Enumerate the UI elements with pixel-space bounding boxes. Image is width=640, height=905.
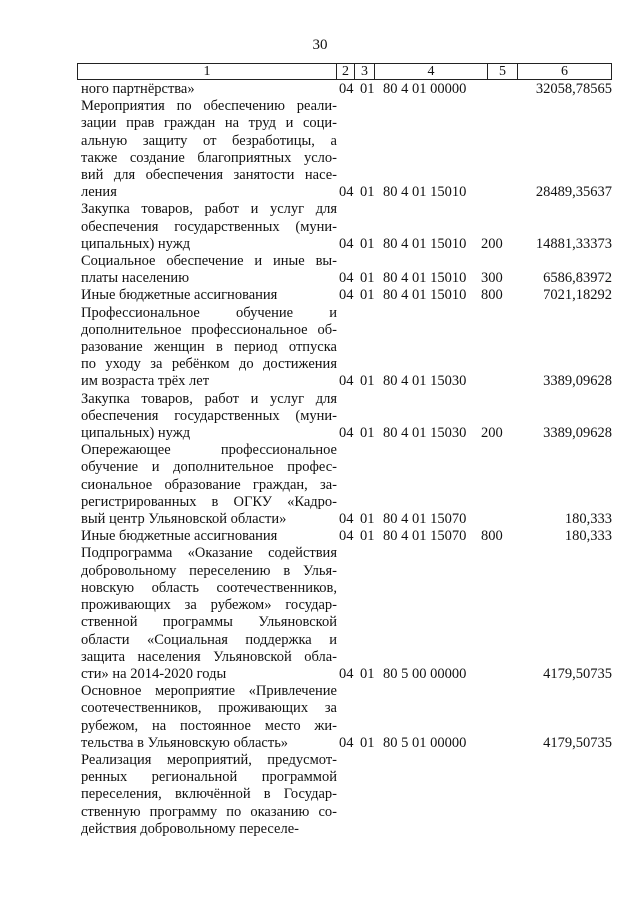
row-description bbox=[81, 545, 337, 683]
description-line: альную защиту от безработицы, а bbox=[81, 132, 337, 149]
amount-value: 3389,09628 bbox=[543, 425, 612, 442]
row-description bbox=[81, 442, 337, 528]
amount-value: 4179,50735 bbox=[543, 734, 612, 751]
table-row bbox=[81, 98, 612, 201]
column-header-1: 1 bbox=[78, 64, 337, 79]
table-row bbox=[81, 201, 612, 253]
amount-value: 7021,18292 bbox=[543, 287, 612, 304]
description-line: обеспечения государственных (муни- bbox=[81, 407, 337, 424]
section-code: 04 bbox=[339, 81, 354, 98]
target-article-code: 80 5 01 00000 bbox=[383, 734, 467, 751]
column-header-3: 3 bbox=[355, 64, 375, 79]
target-article-code: 80 4 01 15010 bbox=[383, 184, 467, 201]
row-codes bbox=[339, 425, 612, 442]
section-code: 04 bbox=[339, 665, 354, 682]
description-line: сти» на 2014-2020 годы bbox=[81, 665, 227, 682]
description-line: переселения, включённой в Государ- bbox=[81, 786, 337, 803]
row-codes bbox=[339, 81, 612, 98]
description-line: проживающих за рубежом» государ- bbox=[81, 597, 337, 614]
row-description bbox=[81, 287, 337, 304]
row-codes bbox=[339, 735, 612, 752]
section-code: 04 bbox=[339, 373, 354, 390]
row-codes bbox=[339, 270, 612, 287]
amount-value: 180,333 bbox=[564, 528, 612, 545]
description-line: обеспечения государственных (муни- bbox=[81, 218, 337, 235]
row-description bbox=[81, 683, 337, 752]
description-line: ления bbox=[81, 184, 117, 201]
description-line: регистрированных в ОГКУ «Кадро- bbox=[81, 493, 337, 510]
description-line: дополнительное профессиональное об- bbox=[81, 321, 337, 338]
description-line: по уходу за ребёнком до достижения bbox=[81, 356, 337, 373]
description-line: также создание благоприятных усло- bbox=[81, 149, 337, 166]
description-line: Подпрограмма «Оказание содействия bbox=[81, 545, 337, 562]
expense-type-code: 200 bbox=[481, 235, 503, 252]
subsection-code: 01 bbox=[360, 235, 375, 252]
row-codes bbox=[339, 511, 612, 528]
row-description bbox=[81, 752, 337, 838]
description-line: соотечественников, проживающих за bbox=[81, 700, 337, 717]
description-line: Закупка товаров, работ и услуг для bbox=[81, 390, 337, 407]
row-description bbox=[81, 253, 337, 287]
expense-type-code: 800 bbox=[481, 287, 503, 304]
description-line: рубежом, на постоянное место жи- bbox=[81, 717, 337, 734]
target-article-code: 80 4 01 15010 bbox=[383, 287, 467, 304]
expense-type-code: 200 bbox=[481, 425, 503, 442]
table-row bbox=[81, 528, 612, 545]
row-description bbox=[81, 98, 337, 201]
subsection-code: 01 bbox=[360, 511, 375, 528]
subsection-code: 01 bbox=[360, 270, 375, 287]
subsection-code: 01 bbox=[360, 665, 375, 682]
target-article-code: 80 4 01 15010 bbox=[383, 270, 467, 287]
column-header-5: 5 bbox=[488, 64, 518, 79]
row-codes bbox=[339, 666, 612, 683]
description-line: добровольному переселению в Улья- bbox=[81, 562, 337, 579]
target-article-code: 80 4 01 15030 bbox=[383, 425, 467, 442]
row-codes bbox=[339, 373, 612, 390]
budget-table-body bbox=[81, 81, 612, 861]
description-line: ципальных) нужд bbox=[81, 235, 191, 252]
subsection-code: 01 bbox=[360, 81, 375, 98]
description-line: области «Социальная поддержка и bbox=[81, 631, 337, 648]
description-line: платы населению bbox=[81, 270, 190, 287]
section-code: 04 bbox=[339, 235, 354, 252]
description-line: Мероприятия по обеспечению реали- bbox=[81, 98, 337, 115]
description-line: обучение и дополнительное профес- bbox=[81, 459, 337, 476]
description-line: вий для обеспечения занятости насе- bbox=[81, 167, 337, 184]
section-code: 04 bbox=[339, 425, 354, 442]
section-code: 04 bbox=[339, 184, 354, 201]
description-line: Опережающее профессиональное bbox=[81, 442, 337, 459]
amount-value: 14881,33373 bbox=[535, 235, 612, 252]
column-header-2: 2 bbox=[337, 64, 355, 79]
description-line: Иные бюджетные ассигнования bbox=[81, 287, 278, 304]
section-code: 04 bbox=[339, 511, 354, 528]
amount-value: 28489,35637 bbox=[535, 184, 612, 201]
target-article-code: 80 4 01 00000 bbox=[383, 81, 467, 98]
description-line: Профессиональное обучение и bbox=[81, 304, 337, 321]
subsection-code: 01 bbox=[360, 734, 375, 751]
description-line: действия добровольному переселе- bbox=[81, 820, 299, 837]
table-header bbox=[77, 63, 612, 80]
description-line: ственной программы Ульяновской bbox=[81, 614, 337, 631]
description-line: зации прав граждан на труд и соци- bbox=[81, 115, 337, 132]
expense-type-code: 800 bbox=[481, 528, 503, 545]
target-article-code: 80 4 01 15070 bbox=[383, 528, 467, 545]
subsection-code: 01 bbox=[360, 287, 375, 304]
description-line: ренных региональной программой bbox=[81, 769, 337, 786]
table-row bbox=[81, 391, 612, 443]
target-article-code: 80 4 01 15030 bbox=[383, 373, 467, 390]
subsection-code: 01 bbox=[360, 528, 375, 545]
description-line: разование женщин в период отпуска bbox=[81, 339, 337, 356]
subsection-code: 01 bbox=[360, 184, 375, 201]
section-code: 04 bbox=[339, 734, 354, 751]
expense-type-code: 300 bbox=[481, 270, 503, 287]
description-line: Социальное обеспечение и иные вы- bbox=[81, 253, 337, 270]
section-code: 04 bbox=[339, 287, 354, 304]
column-header-6: 6 bbox=[561, 64, 568, 79]
row-codes bbox=[339, 184, 612, 201]
table-row bbox=[81, 442, 612, 528]
description-line: сиональное образование граждан, за- bbox=[81, 476, 337, 493]
description-line: Иные бюджетные ассигнования bbox=[81, 528, 278, 545]
description-line: Реализация мероприятий, предусмот- bbox=[81, 751, 337, 768]
table-row bbox=[81, 545, 612, 683]
description-line: ственную программу по оказанию со- bbox=[81, 803, 337, 820]
description-line: ного партнёрства» bbox=[81, 81, 195, 97]
table-row bbox=[81, 305, 612, 391]
description-line: новскую область соотечественников, bbox=[81, 579, 337, 596]
target-article-code: 80 5 00 00000 bbox=[383, 665, 467, 682]
table-row bbox=[81, 683, 612, 752]
table-row bbox=[81, 752, 612, 838]
description-line: защита населения Ульяновской обла- bbox=[81, 648, 337, 665]
row-codes bbox=[339, 821, 612, 838]
row-description bbox=[81, 305, 337, 391]
target-article-code: 80 4 01 15010 bbox=[383, 235, 467, 252]
section-code: 04 bbox=[339, 270, 354, 287]
page-number: 30 bbox=[312, 37, 328, 53]
row-description bbox=[81, 81, 337, 98]
target-article-code: 80 4 01 15070 bbox=[383, 511, 467, 528]
description-line: им возраста трёх лет bbox=[81, 373, 210, 390]
amount-value: 4179,50735 bbox=[543, 665, 612, 682]
table-row bbox=[81, 253, 612, 287]
column-header-4: 4 bbox=[375, 64, 488, 79]
description-line: Основное мероприятие «Привлечение bbox=[81, 683, 337, 700]
amount-value: 180,333 bbox=[564, 511, 612, 528]
row-description bbox=[81, 528, 337, 545]
subsection-code: 01 bbox=[360, 373, 375, 390]
row-codes bbox=[339, 287, 612, 304]
table-row bbox=[81, 287, 612, 304]
description-line: ципальных) нужд bbox=[81, 425, 191, 442]
table-row bbox=[81, 81, 612, 98]
amount-value: 6586,83972 bbox=[543, 270, 612, 287]
description-line: вый центр Ульяновской области» bbox=[81, 511, 287, 528]
row-description bbox=[81, 391, 337, 443]
amount-value: 32058,78565 bbox=[535, 81, 612, 98]
section-code: 04 bbox=[339, 528, 354, 545]
amount-value: 3389,09628 bbox=[543, 373, 612, 390]
description-line: Закупка товаров, работ и услуг для bbox=[81, 201, 337, 218]
subsection-code: 01 bbox=[360, 425, 375, 442]
row-description bbox=[81, 201, 337, 253]
description-line: тельства в Ульяновскую область» bbox=[81, 734, 289, 751]
row-codes bbox=[339, 236, 612, 253]
row-codes bbox=[339, 528, 612, 545]
